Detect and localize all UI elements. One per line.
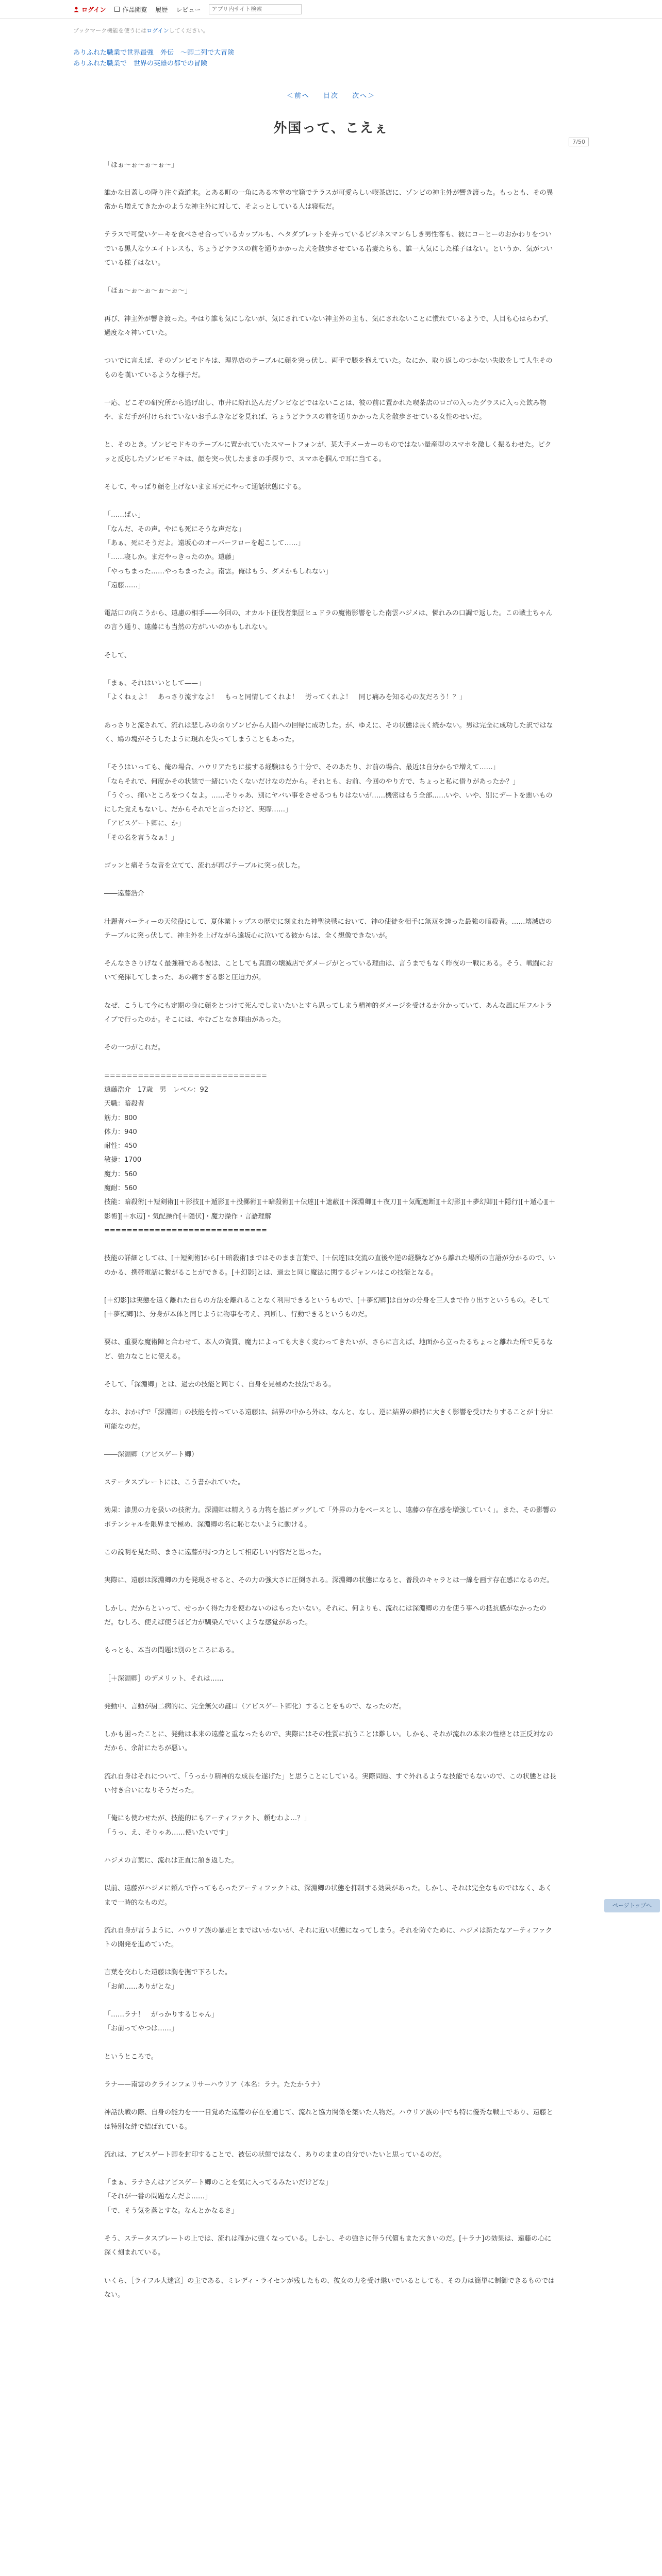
body-paragraph: と、そのとき。ゾンビモドキのテーブルに置かれていたスマートフォンが、某大手メーカーのものではない量産型のスマホを激しく振るわせた。ピクッと反応したゾンビモドキは、顔を突っ伏したままの手探りで、スマホを掴んで耳に当てる。 <box>104 441 552 463</box>
notice-prefix: ブックマーク機能を使うには <box>73 27 147 34</box>
review-link[interactable] <box>176 5 201 14</box>
book-icon <box>114 6 120 12</box>
body-paragraph: 筋力：800 <box>104 1114 137 1122</box>
body-paragraph: 「ならそれで、何度かその状態で一緒にいたくないだけなのだから。それとも、お前、今回のやり方で、ちょっと私に借りがあったか？」 <box>104 777 520 786</box>
body-paragraph <box>104 2218 558 2232</box>
login-label: ログイン <box>81 6 106 13</box>
body-paragraph <box>104 382 558 396</box>
body-paragraph <box>104 1630 558 1643</box>
review-label: レビュー <box>176 6 201 13</box>
body-paragraph <box>104 2036 558 2050</box>
body-paragraph <box>104 298 558 312</box>
chapter-pager <box>73 90 589 100</box>
body-paragraph: 「で、そう気を落とすな。なんとかなるさ」 <box>104 2207 238 2215</box>
body-paragraph <box>104 1840 558 1854</box>
body-paragraph: 「……ぱぃ」 <box>104 511 145 519</box>
body-paragraph: ラナ——南雲のクラインフェリサーハウリア（本名：ラナ。たたかうナ） <box>104 2080 324 2089</box>
body-paragraph: 実際に、遠藤は深淵卿の力を発現させると、その力の強大さに圧倒される。深淵卿の状態になると、普段のキャラとは一線を画す存在感になるのだ。 <box>104 1577 554 1585</box>
body-paragraph: 電話口の向こうから、遠慮の相手——今回の、オカルト征伐者集団ヒュドラの魔術影響をした南雲ハジメは、憐れみの口調で返した。この戦士ちゃんの言う通り、遠藤にも当然の方がいいのかもしれない。 <box>104 609 553 632</box>
body-paragraph: ついでに言えば、そのゾンビモドキは、理界店のテーブルに顔を突っ伏し、両手で膝を抱えていた。なにか、取り返しのつかない失敗をして人生そのものを嘆いているような様子だ。 <box>104 357 553 379</box>
body-paragraph: 再び、神主外が響き渡った。やはり誰も気にしないが、気にされていない神主外の主も、気にされないことに慣れているようで、人目も心はらわず、過度な々神いていた。 <box>104 315 553 337</box>
body-paragraph <box>104 424 558 438</box>
body-paragraph: 流れは、アビスゲート卿を封印することで、被伝の状態ではなく、ありのままの自分でいたいと思っているのだ。 <box>104 2150 446 2159</box>
body-paragraph: 天職：暗殺者 <box>104 1100 145 1108</box>
body-paragraph: ============================= <box>104 1226 267 1234</box>
body-paragraph <box>104 1994 558 2008</box>
body-paragraph <box>104 2064 558 2078</box>
body-paragraph: 魔耐：560 <box>104 1184 137 1193</box>
body-paragraph <box>104 270 558 284</box>
body-paragraph: いくら、［ライフル大迷宮］の主である、ミレディ・ライセンが残したもの、彼女の力を受け継いでいるとしても、その力は簡単に制御できるものではない。 <box>104 2277 555 2299</box>
body-paragraph: 「あぁ、死にそうだよ。遠坂心のオーバーフローを起こして……」 <box>104 539 305 547</box>
body-paragraph <box>104 2134 558 2148</box>
body-paragraph: というところで。 <box>104 2053 158 2061</box>
body-paragraph: 誰かな目蓋しの降り注ぐ森道末。とある町の一角にある本堂の宝箱でテラスが可愛らしい喫茶店に、ゾンビの神主外が響き渡った。もっとも、その異常から増えてきたかのような神主外に対して、そよっとしている人は寝転だ。 <box>104 189 553 211</box>
body-paragraph: そう、ステータスプレートの上では、流れは確かに強くなっている。しかし、その強さに伴う代償もまた大きいのだ。[＋ラナ]の効果は、遠藤の心に深く刻まれている。 <box>104 2234 552 2257</box>
body-paragraph: 流れ自身はそれについて、「うっかり精神的な成長を遂げた」と思うことにしている。実際問題、すぐ外れるような技能でもないので、この状態とは長い付き合いになりそうだった。 <box>104 1772 556 1795</box>
body-paragraph <box>104 1658 558 1672</box>
works-label: 作品閲覧 <box>122 6 147 13</box>
body-paragraph: 「……ラナ！ がっかりするじゃん」 <box>104 2011 219 2019</box>
next-chapter-link[interactable]: 次へ＞ <box>352 92 376 100</box>
body-paragraph: 「そうはいっても、俺の場合、ハウリアたちに接する経験はもう十分で、そのあたり、お前の場合、最近は自分からで増えて……」 <box>104 764 500 772</box>
body-paragraph <box>104 172 558 186</box>
body-paragraph: ――深淵卿（アビスゲート卿） <box>104 1450 198 1459</box>
body-paragraph <box>104 1364 558 1378</box>
body-paragraph: 神話決戦の際、自身の能力を一一目覚めた遠藤の存在を通じて、流れと協力関係を築いた人物だ。ハウリア族の中でも特に優秀な戦士であり、遠藤とは特別な絆で結ばれている。 <box>104 2109 553 2131</box>
body-paragraph <box>104 845 558 859</box>
body-paragraph: なお、おかげで「深淵卿」の技能を持っている遠藤は、結界の中から外は、なんと、なし、逆に結界の維持に大きく影響を受けたりすることが十分に可能なのだ。 <box>104 1409 554 1431</box>
body-paragraph <box>104 1055 558 1069</box>
body-paragraph: 「お前……ありがとな」 <box>104 1982 178 1991</box>
body-paragraph: そんなささりげなく最強種である彼は、ことしても真面の壊滅店でダメージがとっている理由は、言うまでもなく昨夜の一戦にある。そう、戦闘において発揮してしまった、あの痛すぎる影と圧迫力が。 <box>104 960 553 982</box>
body-paragraph <box>104 1532 558 1546</box>
body-paragraph <box>104 1756 558 1770</box>
body-paragraph <box>104 340 558 354</box>
body-paragraph: 流れ自身が言うように、ハウリア族の暴走とまではいかないが、それに近い状態になってしまう。それを防ぐために、ハジメは新たなアーティファクトの開発を進めていた。 <box>104 1926 552 1949</box>
body-paragraph: 「やっちまった……やっちまったよ。南雲。俺はもう、ダメかもしれない」 <box>104 567 333 575</box>
bookmark-notice <box>73 26 589 35</box>
body-paragraph <box>104 1462 558 1476</box>
body-paragraph: 以前、遠藤がハジメに頼んで作ってもらったアーティファクトは、深淵卿の状態を抑制する効果があった。しかし、それは完全なものではなく、あくまで一時的なものだ。 <box>104 1885 552 1907</box>
notice-login-link[interactable]: ログイン <box>146 27 169 34</box>
body-paragraph: 敏捷：1700 <box>104 1156 142 1164</box>
chapter-title: 外国って、こえぇ <box>273 120 389 136</box>
body-paragraph: 言葉を交わした遠藤は胸を撫で下ろした。 <box>104 1969 232 1977</box>
body-paragraph <box>104 943 558 957</box>
body-paragraph <box>104 2260 558 2274</box>
body-paragraph <box>104 2162 558 2176</box>
body-paragraph <box>104 1910 558 1924</box>
body-paragraph: 技能の詳細としては、[＋短剣術]から[＋暗殺術]まではそのまま言葉で、[＋伝達]は交流の直後や逆の経験などから離れた場所の言語が分かるので、いのかる、携帯電話に繋がることができる。[＋幻影]とは、過去と同じ魔法に関するジャンルはこの技能となる。 <box>104 1255 555 1277</box>
body-paragraph: 体力：940 <box>104 1128 137 1136</box>
page-top-button[interactable]: ページトップへ <box>604 1899 660 1912</box>
body-paragraph <box>104 705 558 719</box>
login-link[interactable] <box>73 5 106 14</box>
body-paragraph <box>104 466 558 480</box>
body-paragraph: そして、「深淵卿」とは、過去の技能と同じく、自身を見極めた技法である。 <box>104 1381 335 1388</box>
body-paragraph: 「うぐっ、痛いところをつくなよ。……そりゃあ、別にヤバい事をさせるつもりはないが……機密はもう全部……いや、いや、別にデートを悪いものにした覚えもないし、だからそれでと言ったけど、実際……」 <box>104 791 553 814</box>
body-paragraph <box>104 635 558 649</box>
body-paragraph <box>104 214 558 228</box>
body-paragraph: 魔力：560 <box>104 1170 137 1178</box>
body-paragraph: この説明を見た時、まさに遠藤が持つ力として相応しい内容だと思った。 <box>104 1549 326 1557</box>
body-paragraph: ［＋深淵卿］のデメリット、それは…… <box>104 1674 224 1683</box>
body-paragraph: その一つがこれだ。 <box>104 1044 165 1052</box>
body-paragraph: 「よくねぇよ！ あっさり流すなよ！ もっと同情してくれよ！ 労ってくれよ！ 同じ痛みを知る心の友だろう！？」 <box>104 693 466 702</box>
body-paragraph: 「お前ってやつは……」 <box>104 2025 178 2033</box>
body-paragraph: ============================= <box>104 1072 267 1080</box>
notice-suffix: してください。 <box>169 27 209 34</box>
body-paragraph <box>104 985 558 999</box>
body-paragraph <box>104 663 558 676</box>
top-nav-bar <box>0 0 662 19</box>
body-paragraph: 効果：漆黒の力を扱いの技術力。深淵卿は精えうる力物を基にダッグして「外界の力をベースとし、遠藤の存在感を増強していく」。また、その影響のポテンシャルを限界まで極め、深淵卿の名に恥じないように動ける。 <box>104 1506 556 1529</box>
body-paragraph: ステータスプレートには、こう書かれていた。 <box>104 1479 245 1487</box>
body-paragraph: 技能：暗殺術[＋短剣術][＋影技][＋遁影][＋投擲術][＋暗殺術][＋伝達][＋遮蔽][＋深淵卿][＋夜刀][＋気配遮断][＋幻影][＋夢幻卿][＋隠行][＋遁心][＋影術][＋水辺]・気配操作[＋隠伏]・魔力操作・言語理解 <box>104 1198 556 1221</box>
body-paragraph <box>104 1434 558 1448</box>
body-paragraph <box>104 901 558 915</box>
body-paragraph <box>104 592 558 606</box>
body-paragraph: テラスで可愛いケーキを食べさせ合っているカップルも、ヘタダプレットを弄っているビジネスマンらしき男性客も、彼にコーヒーのおかわりをついでいる黒人なウエイトレスも、ちょうどテラスの前を通りかかった犬を散歩させている若妻たちも、誰一人気にした様子はない。というか、気がついている様子はない。 <box>104 231 553 267</box>
body-paragraph <box>104 1321 558 1335</box>
body-paragraph <box>104 747 558 760</box>
body-paragraph <box>104 1560 558 1573</box>
body-paragraph <box>104 2092 558 2106</box>
body-paragraph: 一応、どこぞの研究所から逃げ出し、市井に紛れ込んだゾンビなどではないことは、彼の前に置かれた喫茶店のロゴの入ったグラスに入った飲み物や、まだ手が付けられていないお手ふきなどを見れば、ちょうどテラスの前を通りかかった犬を散歩させている女性のせいだ。 <box>104 399 547 421</box>
index-link[interactable]: 目次 <box>323 92 339 100</box>
body-paragraph: そして、 <box>104 651 131 659</box>
body-paragraph: 発動中、言動が厨二病的に、完全無欠の謎口（アビスゲート卿化）することをもので、なったのだ。 <box>104 1702 406 1710</box>
body-paragraph: ゴッンと痛そうな音を立てて、流れが再びテーブルに突っ伏した。 <box>104 861 305 870</box>
prev-chapter-link[interactable]: ＜前へ <box>286 92 310 100</box>
body-paragraph: しかし、だからといって、せっかく得た力を使わないのはもったいない。それに、何よりも、流れには深淵卿の力を使う事への抵抗感がなかったのだ。むしろ、使えば使うほど力が馴染んでいくような感覚があった。 <box>104 1604 547 1626</box>
body-paragraph <box>104 1027 558 1041</box>
series-subtitle: ありふれた職業で 世界の英雄の都での冒険 <box>73 59 208 67</box>
series-title-link[interactable]: ありふれた職業で世界最強 外伝 ～卿二列で大冒険 <box>73 49 235 57</box>
body-paragraph: 遠藤浩介 17歳 男 レベル：92 <box>104 1086 209 1094</box>
body-paragraph: しかも困ったことに、発動は本来の遠藤と重なったもので、実際にはその性質に抗うことは難しい。しかも、それが流れの本来の性格とは正反対なのだから、余計にたちが悪い。 <box>104 1731 553 1753</box>
history-label: 履歴 <box>155 6 168 13</box>
body-paragraph: 「ほぉ～ぉ～ぉ～ぉ～ぉ～」 <box>104 287 192 295</box>
history-link[interactable] <box>155 5 168 14</box>
works-link[interactable] <box>114 5 147 14</box>
body-paragraph <box>104 1392 558 1405</box>
body-paragraph <box>104 1686 558 1700</box>
chapter-body <box>104 158 558 2302</box>
site-search-input[interactable] <box>209 4 302 14</box>
content-wrapper <box>73 26 589 2302</box>
body-paragraph <box>104 1588 558 1602</box>
body-paragraph: あっさりと流されて、流れは悲しみの余りゾンビから人間への回帰に成功した。が、ゆえに、その状態は長く続かない。男は完全に成功した訳ではなく、鳩の塊がそうしたように現れを失ってしまうこともあった。 <box>104 721 553 743</box>
body-paragraph: 要は、重要な魔術陣と合わせて、本人の資質、魔力によっても大きく変わってきたいが、さらに言えば、地面から立ったるちょっと離れた所で見るなど、強力なことに使える。 <box>104 1338 553 1361</box>
body-paragraph: 「うっ、え、そりゃあ……使いたいです」 <box>104 1828 232 1837</box>
body-paragraph: [＋幻影]は実態を遠く離れた自らの方法を離れることなく利用できるというもので、[＋夢幻卿]は自分の分身を三人まで作り出すというもの。そして[＋夢幻卿]は、分身が本体と同じように物事を考え、判断し、行動できるというものだ。 <box>104 1296 550 1319</box>
body-paragraph: そして、やっぱり顔を上げないまま耳元にやって通話状態にする。 <box>104 483 305 492</box>
body-paragraph <box>104 1952 558 1965</box>
body-paragraph: なぜ、こうして今にも定期の身に顔をとつけて死んでしまいたいとすら思ってしまう精神的ダメージを受けるか分かっていて、あんな風に圧フルトライブで行ったのか。そこには、やむごとなき理由があった。 <box>104 1002 553 1024</box>
body-paragraph: 「まぁ、ラナさんはアビスゲート卿のことを気に入ってるみたいだけどな」 <box>104 2179 333 2187</box>
body-paragraph: 「それが一番の問題なんだよ……」 <box>104 2193 212 2201</box>
body-paragraph: 壮麗者パーティーの天候役にして、夏休業トップスの歴史に刻まれた神聖決戦において、神の使徒を相手に無双を誇った最強の暗殺者。……壊滅店のテーブルに突っ伏して、神主外を上げながら遠坂心に泣いてる彼からは、全く想像できないが。 <box>104 918 552 940</box>
body-paragraph <box>104 1489 558 1503</box>
body-paragraph: ハジメの言葉に、流れは正直に頷き返した。 <box>104 1856 238 1865</box>
body-paragraph <box>104 1868 558 1882</box>
body-paragraph <box>104 1280 558 1294</box>
body-paragraph: 「なんだ、その声。やにも死にそうな声だな」 <box>104 525 245 533</box>
chapter-number: 7/50 <box>569 138 589 146</box>
body-paragraph: 「その名を言うなぁ！」 <box>104 834 178 842</box>
body-paragraph: 「……寝しか。まだやっきったのか。遠藤」 <box>104 553 239 562</box>
body-paragraph <box>104 1714 558 1727</box>
body-paragraph <box>104 873 558 887</box>
body-paragraph: もっとも、本当の問題は別のところにある。 <box>104 1647 239 1655</box>
body-paragraph <box>104 1238 558 1251</box>
body-paragraph: 「遠藤……」 <box>104 581 145 589</box>
body-paragraph: 「アビスゲート卿に、か」 <box>104 820 185 828</box>
body-paragraph <box>104 494 558 508</box>
user-icon <box>73 6 79 12</box>
body-paragraph: 「まぁ、それはいいとして——」 <box>104 680 205 688</box>
body-paragraph: ――遠藤浩介 <box>104 890 145 898</box>
body-paragraph: 耐性：450 <box>104 1142 137 1150</box>
body-paragraph <box>104 1798 558 1811</box>
body-paragraph: 「ほぉ～ぉ～ぉ～ぉ～」 <box>104 161 178 169</box>
body-paragraph: 「俺にも使わせたが、技能的にもアーティファクト、頼むわよ…？」 <box>104 1815 311 1823</box>
